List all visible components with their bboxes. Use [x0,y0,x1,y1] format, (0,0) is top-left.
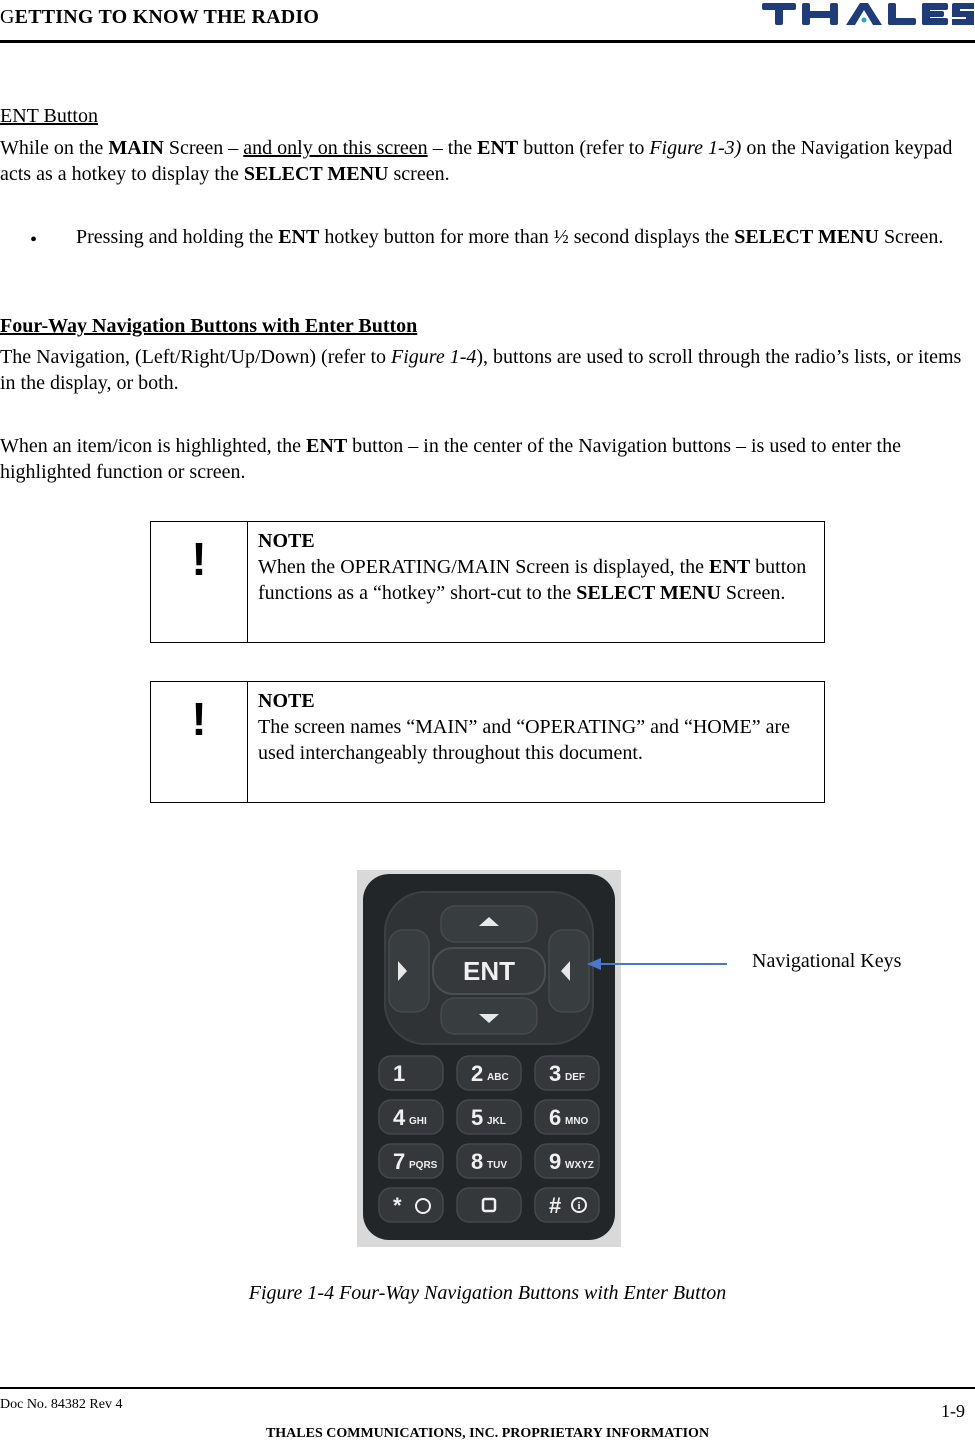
text-run: SELECT MENU [576,582,721,604]
keypad-key [535,1144,599,1178]
paragraph-navigation-buttons [0,344,970,396]
note-mark: ! [191,693,207,745]
bullet-marker: • [30,229,38,251]
text-run: Screen – [163,137,244,159]
keypad-digit: 4 [393,1105,406,1130]
text-run: MAIN [108,137,164,159]
keypad-photo [357,870,621,1247]
note-body [248,682,824,802]
text-run: button functions as a “hotkey” short-cut to the [258,556,807,604]
keypad-key [379,1144,443,1178]
keypad-letters: GHI [409,1116,427,1127]
note-text: The screen names “MAIN” and “OPERATING” and “HOME” are used interchangeably throughout this document. [258,716,791,764]
exclamation-icon [151,682,248,802]
keypad-key [535,1100,599,1134]
keypad-letters: WXYZ [565,1160,594,1171]
text-run: Screen. [878,226,944,248]
keypad-letters: MNO [565,1116,589,1127]
keypad-letters: PQRS [409,1160,438,1171]
note-text [258,554,814,606]
ent-key-label: ENT [463,956,515,986]
keypad-letters: JKL [487,1116,506,1127]
keypad-key [379,1188,443,1222]
running-header-rest: ETTING TO KNOW THE RADIO [14,6,320,28]
text-run: The Navigation, (Left/Right/Up/Down) (refer to [0,346,391,368]
text-run: Figure 1-3) [649,137,742,159]
running-header [0,6,319,29]
running-header-initial: G [0,6,15,28]
text-run: Figure 1-4 [391,346,477,368]
thales-logo [762,0,974,28]
text-run: – the [427,137,478,159]
keypad-key [457,1056,521,1090]
keypad-digit: 9 [549,1149,562,1174]
text-run: While on the [0,137,109,159]
keypad-key [457,1100,521,1134]
text-run: ENT [477,137,519,159]
footer-rule [0,1387,975,1389]
keypad-digit: 2 [471,1061,484,1086]
text-run: When an item/icon is highlighted, the [0,435,307,457]
info-icon-glyph: i [577,1200,581,1212]
text-run: on the Navigation keypad acts as a hotkey to display the [0,137,953,185]
keypad-key [535,1056,599,1090]
text-run: ENT [306,435,348,457]
bullet-item-press-hold [76,224,956,250]
keypad-digit: 6 [549,1105,562,1130]
section-heading-ent-button: ENT Button [0,105,98,127]
note-body [248,522,824,642]
keypad-digit: 8 [471,1149,484,1174]
section-heading-four-way: Four-Way Navigation Buttons with Enter Button [0,315,418,337]
exclamation-icon [151,522,248,642]
text-run: hotkey button for more than ½ second displays the [319,226,735,248]
keypad-letters: DEF [565,1072,585,1083]
doc-number: Doc No. 84382 Rev 4 [0,1397,123,1412]
keypad-key [379,1100,443,1134]
text-run: SELECT MENU [243,163,389,185]
text-run: screen. [388,163,450,185]
keypad-key [457,1144,521,1178]
text-run: button (refer to [518,137,650,159]
text-run: ENT [278,226,320,248]
text-run: Pressing and holding the [76,226,279,248]
figure-caption: Figure 1-4 Four-Way Navigation Buttons with Enter Button [248,1282,727,1304]
text-run: button – in the center of the Navigation buttons – is used to enter the highlighted function or screen. [0,435,901,483]
note-title: NOTE [258,690,315,712]
text-run: Screen. [720,582,786,604]
proprietary-notice: THALES COMMUNICATIONS, INC. PROPRIETARY INFORMATION [265,1426,710,1441]
keypad-digit: # [549,1193,562,1218]
note-box-hotkey [150,521,825,643]
callout-arrow [585,950,730,976]
note-box-screen-names [150,681,825,803]
note-mark: ! [191,533,207,585]
keypad-key [457,1188,521,1222]
text-run: and only on this screen [243,137,428,159]
keypad-key [379,1056,443,1090]
keypad-letters: TUV [487,1160,507,1171]
keypad-digit: 5 [471,1105,484,1130]
text-run: SELECT MENU [734,226,879,248]
paragraph-ent-highlight [0,433,970,485]
text-run: ), buttons are used to scroll through the radio’s lists, or items in the display, or both. [0,346,962,394]
callout-label: Navigational Keys [752,950,902,972]
keypad-key [535,1188,599,1222]
keypad-digit: 1 [393,1061,406,1086]
keypad-letters: ABC [487,1072,509,1083]
text-run: When the OPERATING/MAIN Screen is displayed, the [258,556,710,578]
keypad-digit: * [393,1193,402,1218]
keypad-digit: 7 [393,1149,406,1174]
text-run: ENT [709,556,751,578]
header-rule [0,40,975,43]
note-title: NOTE [258,530,315,552]
page-number: 1-9 [941,1401,965,1421]
keypad-digit: 3 [549,1061,562,1086]
paragraph-ent-main-screen [0,135,970,187]
